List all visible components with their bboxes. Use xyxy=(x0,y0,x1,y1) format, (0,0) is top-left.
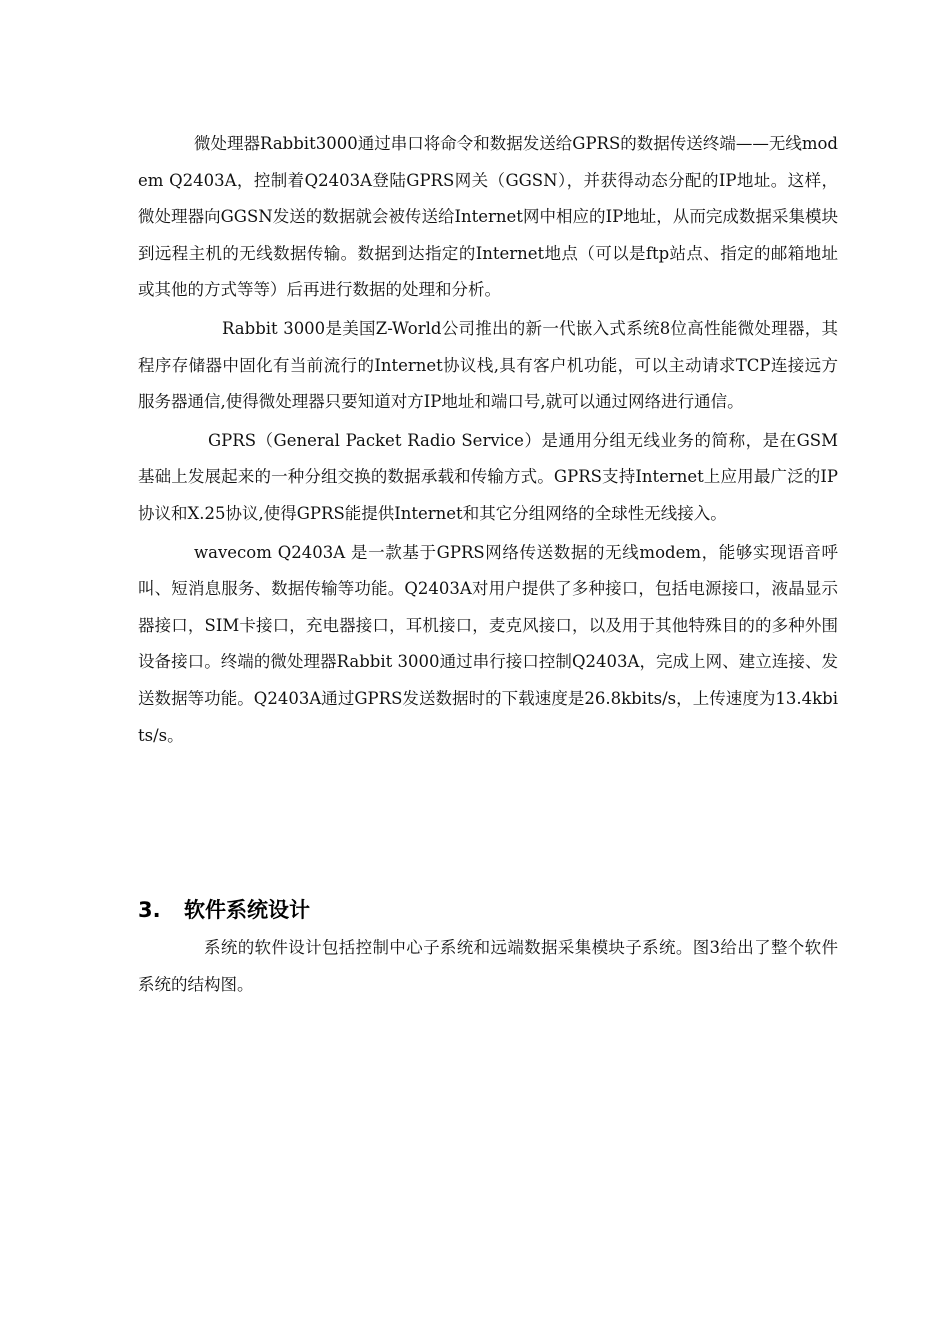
section-heading xyxy=(138,892,310,928)
body-text xyxy=(138,126,838,754)
paragraph-rabbit-gprs-flow: 微处理器Rabbit3000通过串口将命令和数据发送给GPRS的数据传送终端——无线modem Q2403A，控制着Q2403A登陆GPRS网关（GGSN），并获得动态分配的IP地址。这样，微处理器向GGSN发送的数据就会被传送给Internet网中相应的IP地址，从而完成数据采集模块到远程主机的无线数据传输。数据到达指定的Internet地点（可以是ftp站点、指定的邮箱地址或其他的方式等等）后再进行数据的处理和分析。 xyxy=(138,134,838,300)
paragraph-gprs: GPRS（General Packet Radio Service）是通用分组无线业务的简称，是在GSM基础上发展起来的一种分组交换的数据承载和传输方式。GPRS支持Internet上应用最广泛的IP协议和X.25协议,使得GPRS能提供Internet和其它分组网络的全球性无线接入。 xyxy=(138,430,838,523)
section-title: 软件系统设计 xyxy=(184,898,310,922)
paragraph-q2403a: wavecom Q2403A 是一款基于GPRS网络传送数据的无线modem，能够实现语音呼叫、短消息服务、数据传输等功能。Q2403A对用户提供了多种接口，包括电源接口，液晶显示器接口，SIM卡接口，充电器接口，耳机接口，麦克风接口，以及用于其他特殊目的的多种外围设备接口。终端的微处理器Rabbit 3000通过串行接口控制Q2403A，完成上网、建立连接、发送数据等功能。Q2403A通过GPRS发送数据时的下载速度是26.8kbits/s，上传速度为13.4kbits/s。 xyxy=(138,542,838,745)
paragraph-rabbit3000: Rabbit 3000是美国Z-World公司推出的新一代嵌入式系统8位高性能微处理器，其程序存储器中固化有当前流行的Internet协议栈,具有客户机功能，可以主动请求TCP连接远方服务器通信,使得微处理器只要知道对方IP地址和端口号,就可以通过网络进行通信。 xyxy=(138,318,838,412)
section-body xyxy=(138,930,838,1003)
paragraph-software-design: 系统的软件设计包括控制中心子系统和远端数据采集模块子系统。图3给出了整个软件系统的结构图。 xyxy=(138,938,838,994)
section-number: 3. xyxy=(138,898,161,922)
